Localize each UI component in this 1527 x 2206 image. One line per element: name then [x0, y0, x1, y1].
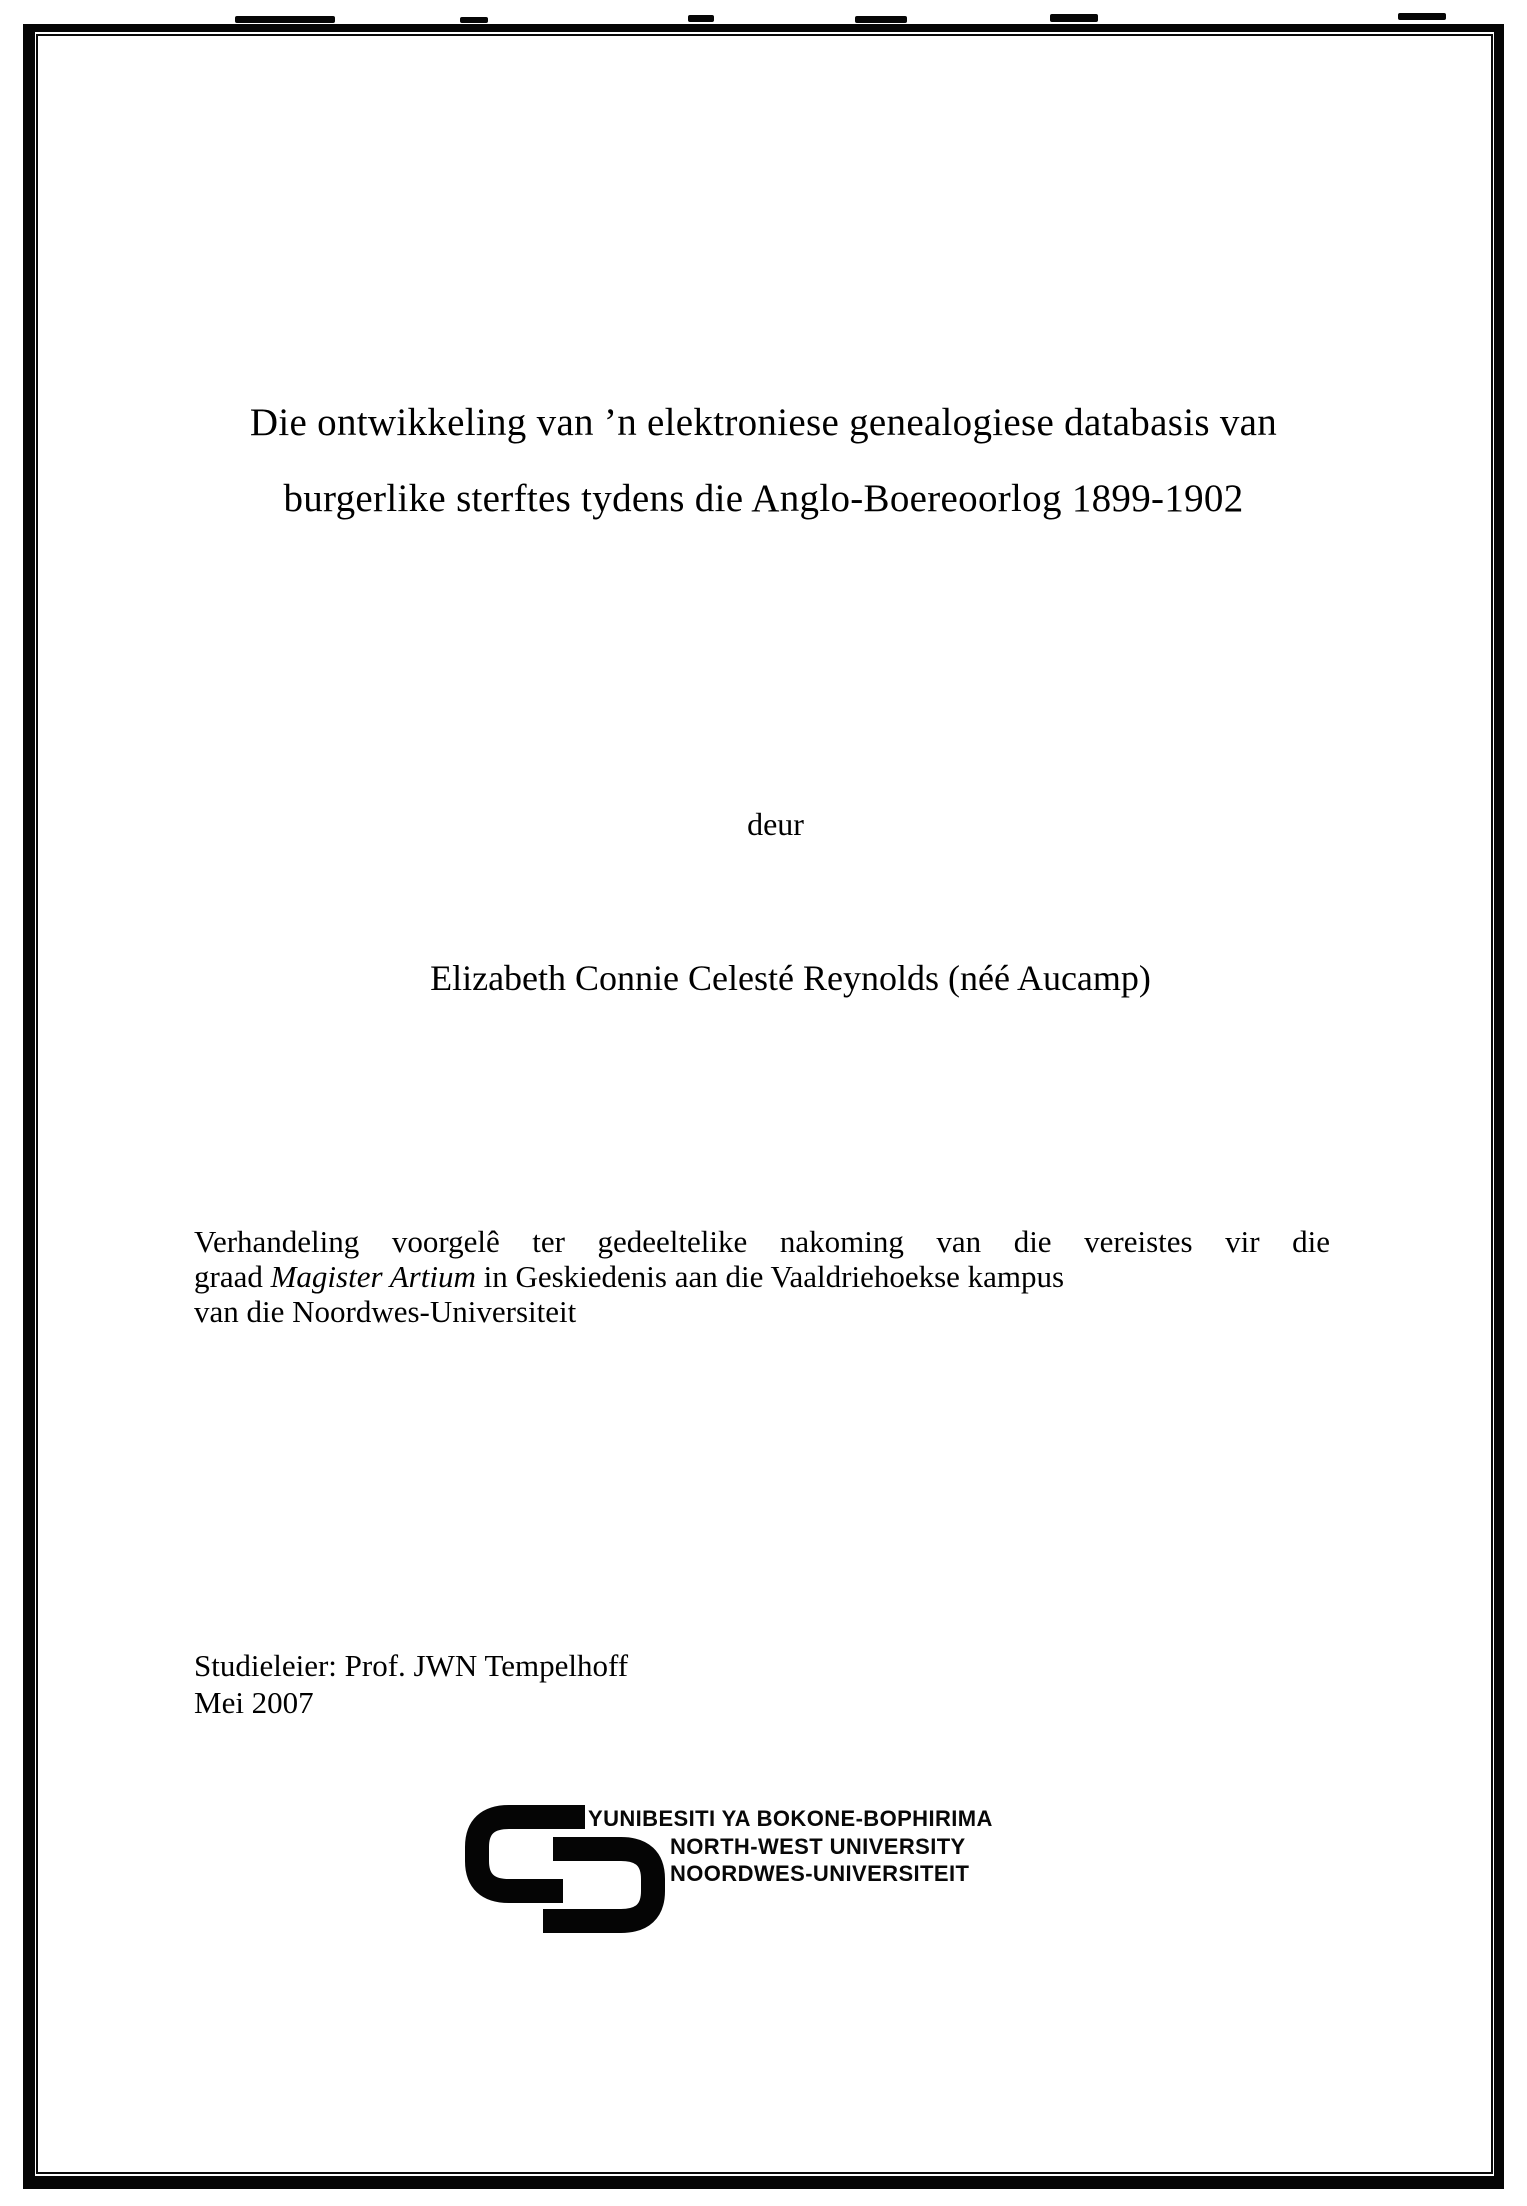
credits-block [194, 1647, 628, 1721]
scan-artifact [1398, 13, 1446, 20]
scan-artifact [235, 16, 335, 23]
university-name-afrikaans: NOORDWES-UNIVERSITEIT [670, 1861, 970, 1886]
degree-statement-line3: van die Noordwes-Universiteit [194, 1294, 577, 1329]
scan-artifact [1050, 14, 1098, 22]
degree-statement-line1: Verhandeling voorgelê ter gedeeltelike nakoming van die vereistes vir die [194, 1224, 1330, 1259]
thesis-title-line1: Die ontwikkeling van ’n elektroniese genealogiese databasis van [249, 401, 1278, 444]
author-name: Elizabeth Connie Celesté Reynolds (néé Aucamp) [430, 958, 1151, 998]
university-logo-text [588, 1805, 993, 1888]
university-logo [465, 1800, 1085, 1940]
degree-name: Magister Artium [270, 1259, 476, 1294]
scan-artifact [460, 17, 488, 23]
degree-statement [194, 1224, 1330, 1329]
supervisor-line: Studieleier: Prof. JWN Tempelhoff [194, 1648, 629, 1683]
scan-artifact [688, 15, 714, 22]
thesis-title-line2: burgerlike sterftes tydens die Anglo-Boereoorlog 1899-1902 [283, 477, 1244, 520]
degree-statement-line2 [194, 1259, 1330, 1294]
thesis-title [0, 385, 1527, 537]
byline-label: deur [747, 806, 804, 842]
degree-statement-line2-pre: graad [194, 1259, 271, 1294]
university-name-setswana: YUNIBESITI YA BOKONE-BOPHIRIMA [588, 1806, 993, 1831]
degree-statement-line2-post: in Geskiedenis aan die Vaaldriehoekse kampus [475, 1259, 1065, 1294]
scan-artifact [855, 16, 907, 23]
university-name-english: NORTH-WEST UNIVERSITY [670, 1833, 966, 1859]
date-line: Mei 2007 [194, 1685, 314, 1720]
